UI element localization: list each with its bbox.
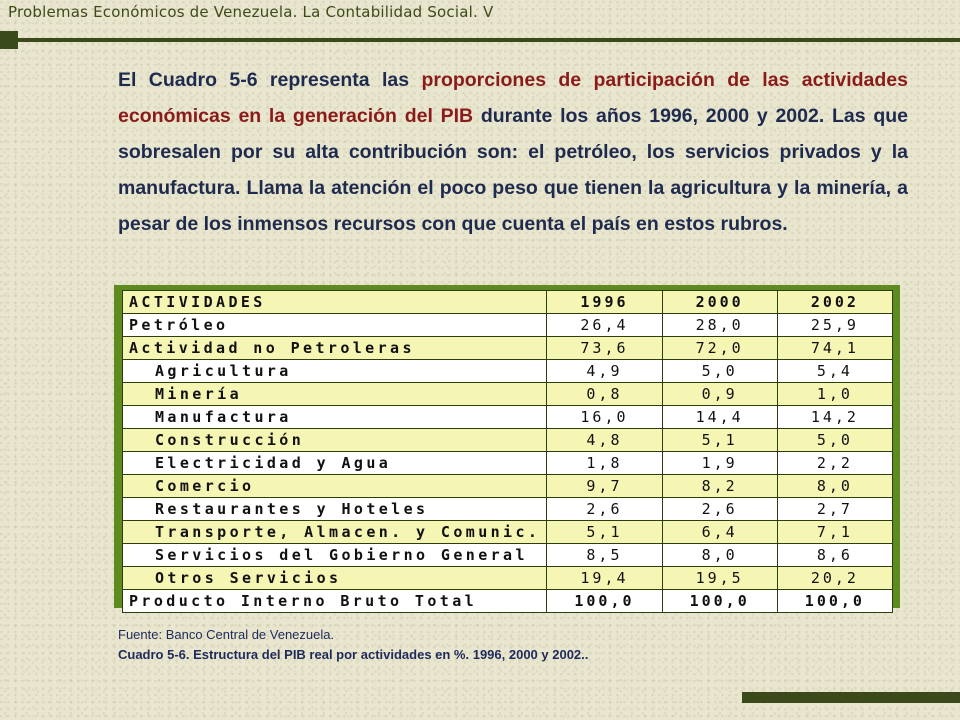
header-1996: 1996	[547, 291, 662, 314]
value-1996: 100,0	[547, 590, 662, 613]
footer-accent-bar	[742, 692, 960, 703]
page-header-title: Problemas Económicos de Venezuela. La Contabilidad Social. V	[8, 3, 494, 21]
table-row	[123, 452, 893, 475]
value-2000: 2,6	[662, 498, 777, 521]
table-row	[123, 498, 893, 521]
value-2000: 72,0	[662, 337, 777, 360]
value-1996: 16,0	[547, 406, 662, 429]
table-row	[123, 475, 893, 498]
source-note: Fuente: Banco Central de Venezuela.	[118, 627, 335, 642]
row-label: Minería	[123, 383, 547, 406]
table-caption: Cuadro 5-6. Estructura del PIB real por actividades en %. 1996, 2000 y 2002..	[118, 647, 589, 662]
table-header-row	[123, 291, 893, 314]
value-2000: 8,0	[662, 544, 777, 567]
intro-paragraph	[118, 62, 908, 242]
gdp-structure-table	[122, 290, 893, 613]
row-label: Actividad no Petroleras	[123, 337, 547, 360]
table-row	[123, 567, 893, 590]
value-2002: 74,1	[777, 337, 892, 360]
value-2002: 7,1	[777, 521, 892, 544]
value-2002: 25,9	[777, 314, 892, 337]
table-row	[123, 521, 893, 544]
row-label: Otros Servicios	[123, 567, 547, 590]
value-2002: 8,0	[777, 475, 892, 498]
value-2000: 19,5	[662, 567, 777, 590]
value-2000: 5,0	[662, 360, 777, 383]
value-2000: 28,0	[662, 314, 777, 337]
row-label: Petróleo	[123, 314, 547, 337]
row-label: Agricultura	[123, 360, 547, 383]
value-1996: 9,7	[547, 475, 662, 498]
header-rule	[0, 38, 960, 42]
row-label: Construcción	[123, 429, 547, 452]
value-1996: 5,1	[547, 521, 662, 544]
row-label: Electricidad y Agua	[123, 452, 547, 475]
table-row	[123, 383, 893, 406]
value-2002: 20,2	[777, 567, 892, 590]
intro-text-start: El Cuadro 5-6 representa las	[118, 69, 422, 91]
value-2000: 100,0	[662, 590, 777, 613]
gdp-table-frame	[114, 285, 900, 608]
intro-text-end: durante los años 1996, 2000 y 2002. Las que sobresalen por su alta contribución son: el petróleo, los servicios privados y la manufactura. Llama la atención el poco peso que tienen la agricultura y la minería, a pesar de los inmensos recursos con que cuenta el país en estos rubros.	[118, 105, 908, 235]
table-row	[123, 360, 893, 383]
table-row	[123, 337, 893, 360]
header-activities: ACTIVIDADES	[123, 291, 547, 314]
value-2000: 8,2	[662, 475, 777, 498]
table-row	[123, 406, 893, 429]
value-1996: 8,5	[547, 544, 662, 567]
value-2000: 1,9	[662, 452, 777, 475]
table-row	[123, 544, 893, 567]
intro-highlight: proporciones de participación de las actividades económicas en la generación del PIB	[118, 69, 908, 127]
value-1996: 73,6	[547, 337, 662, 360]
value-1996: 4,9	[547, 360, 662, 383]
value-1996: 1,8	[547, 452, 662, 475]
table-total-row	[123, 590, 893, 613]
row-label: Servicios del Gobierno General	[123, 544, 547, 567]
value-1996: 19,4	[547, 567, 662, 590]
value-2002: 1,0	[777, 383, 892, 406]
value-2000: 14,4	[662, 406, 777, 429]
table-row	[123, 429, 893, 452]
value-2000: 0,9	[662, 383, 777, 406]
value-2002: 2,7	[777, 498, 892, 521]
table-row	[123, 314, 893, 337]
value-2002: 14,2	[777, 406, 892, 429]
value-2000: 6,4	[662, 521, 777, 544]
value-1996: 4,8	[547, 429, 662, 452]
value-2002: 8,6	[777, 544, 892, 567]
value-1996: 26,4	[547, 314, 662, 337]
row-label: Transporte, Almacen. y Comunic.	[123, 521, 547, 544]
value-1996: 0,8	[547, 383, 662, 406]
header-2002: 2002	[777, 291, 892, 314]
row-label: Manufactura	[123, 406, 547, 429]
header-2000: 2000	[662, 291, 777, 314]
row-label: Restaurantes y Hoteles	[123, 498, 547, 521]
value-1996: 2,6	[547, 498, 662, 521]
value-2002: 100,0	[777, 590, 892, 613]
value-2002: 2,2	[777, 452, 892, 475]
value-2002: 5,0	[777, 429, 892, 452]
row-label: Comercio	[123, 475, 547, 498]
row-label: Producto Interno Bruto Total	[123, 590, 547, 613]
value-2002: 5,4	[777, 360, 892, 383]
value-2000: 5,1	[662, 429, 777, 452]
